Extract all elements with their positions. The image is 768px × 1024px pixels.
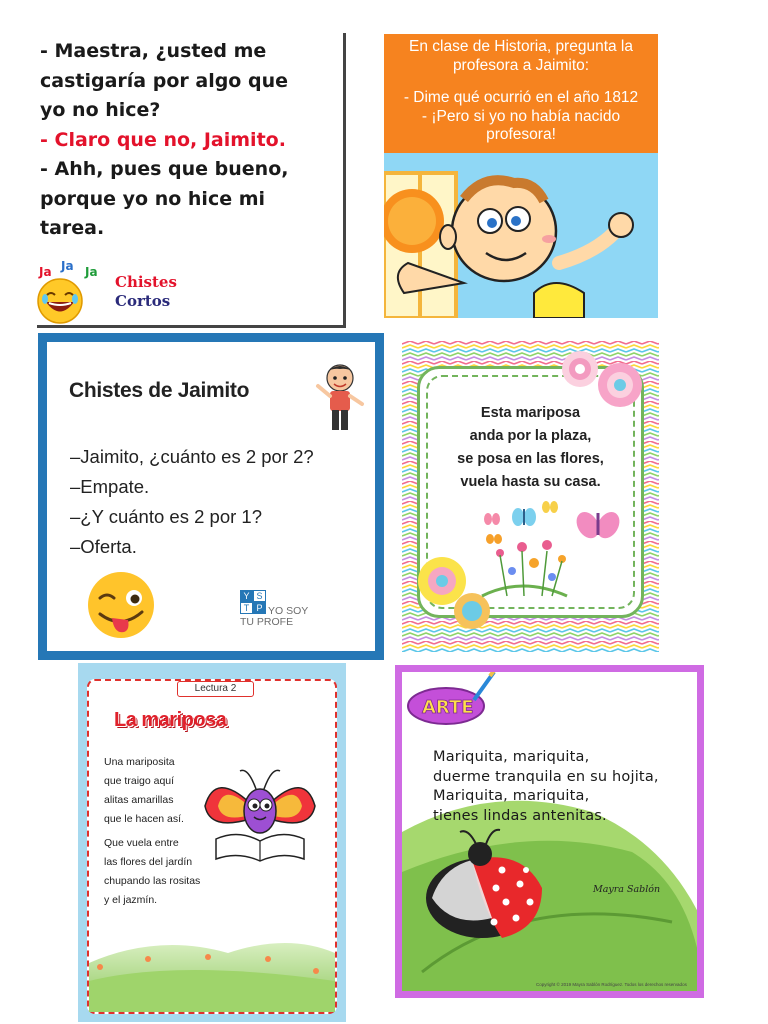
- reading-stanza-1: Una mariposita que traigo aquí alitas amarillas que le hacen así.: [104, 756, 184, 825]
- joke-text: - Maestra, ¿usted me castigaría por algo que yo no hice? - Claro que no, Jaimito. - Ahh, pues que bueno, porque yo no hice mi tarea.: [40, 40, 289, 239]
- reading-tag: Lectura 2: [177, 681, 254, 697]
- joke-card-jaimito: Chistes de Jaimito –Jaimito, ¿cuánto es 2 por 2? –Empate. –¿Y cuánto es 2 por 1? –Oferta. Y S T P YO SOY TU PROFE: [38, 333, 384, 660]
- reading-card-la-mariposa: [78, 663, 346, 1022]
- joke-card-historia: [384, 34, 658, 318]
- poem-verse: Mariquita, mariquita, duerme tranquila en su hojita, Mariquita, mariquita, tienes lindas antenitas.: [433, 749, 659, 824]
- poem-card-mariquita: [395, 665, 704, 998]
- poem-author: Mayra Sablón: [593, 884, 661, 895]
- winking-emoji-icon: [86, 572, 166, 652]
- reading-stanza-2: Que vuela entre las flores del jardín chupando las rositas y el jazmín.: [104, 837, 201, 906]
- copyright-note: Copyright © 2019 Mayra Sablón Rodríguez. Todos los derechos reservados: [536, 982, 687, 987]
- joke-banner: En clase de Historia, pregunta la profesora a Jaimito: - Dime qué ocurrió en el año 1812 - ¡Pero si yo no había nacido profesora!: [384, 34, 658, 153]
- ladybug-leaf-icon: [402, 672, 698, 992]
- brand-line2: TU PROFE: [240, 616, 294, 628]
- laughing-emoji-icon: [37, 271, 117, 328]
- flowers-butterflies-icon: [402, 341, 659, 652]
- arte-badge: [408, 672, 496, 724]
- card-title: Chistes de Jaimito: [69, 379, 250, 402]
- svg-text:ARTE: ARTE: [422, 697, 474, 718]
- reading-title: La mariposa: [114, 709, 227, 731]
- boy-cartoon-icon: [312, 360, 372, 440]
- jaimito-cartoon-icon: [384, 153, 658, 318]
- poem-card-mariposa: [402, 341, 659, 652]
- brand-line1: YO SOY: [268, 605, 309, 617]
- logo-chistes-cortos: Chistes Cortos: [115, 273, 177, 310]
- joke-dialogue: –Jaimito, ¿cuánto es 2 por 2? –Empate. –¿Y cuánto es 2 por 1? –Oferta.: [70, 446, 314, 557]
- poem-text: Esta mariposa anda por la plaza, se posa en las flores, vuela hasta su casa.: [457, 405, 604, 490]
- joke-card-maestra: - Maestra, ¿usted me castigaría por algo que yo no hice? - Claro que no, Jaimito. - Ahh, pues que bueno, porque yo no hice mi tarea. Ja Ja Ja Chistes Cortos: [37, 33, 346, 328]
